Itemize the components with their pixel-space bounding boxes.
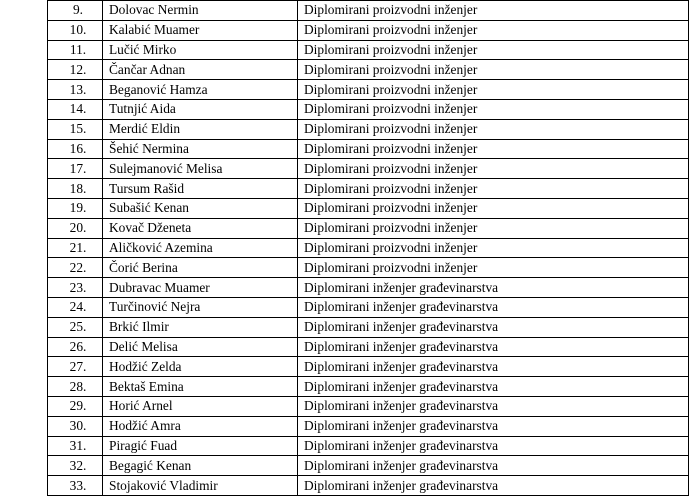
person-name: Bektaš Emina <box>103 377 298 397</box>
row-number: 32. <box>48 456 103 476</box>
person-name: Beganović Hamza <box>103 80 298 100</box>
person-name: Tursum Rašid <box>103 179 298 199</box>
row-number: 33. <box>48 476 103 496</box>
person-name: Aličković Azemina <box>103 238 298 258</box>
table-row <box>48 99 689 119</box>
table-row <box>48 436 689 456</box>
person-name: Sulejmanović Melisa <box>103 159 298 179</box>
person-name: Brkić Ilmir <box>103 317 298 337</box>
row-number: 16. <box>48 139 103 159</box>
table-row <box>48 396 689 416</box>
degree-title: Diplomirani inženjer građevinarstva <box>298 337 689 357</box>
degree-title: Diplomirani proizvodni inženjer <box>298 1 689 21</box>
table-row <box>48 297 689 317</box>
degree-title: Diplomirani proizvodni inženjer <box>298 258 689 278</box>
table-row <box>48 337 689 357</box>
row-number: 27. <box>48 357 103 377</box>
table-row <box>48 139 689 159</box>
table-row <box>48 40 689 60</box>
table-row <box>48 416 689 436</box>
degree-title: Diplomirani proizvodni inženjer <box>298 159 689 179</box>
person-name: Tutnjić Aida <box>103 99 298 119</box>
row-number: 31. <box>48 436 103 456</box>
degree-title: Diplomirani inženjer građevinarstva <box>298 416 689 436</box>
degree-title: Diplomirani proizvodni inženjer <box>298 99 689 119</box>
table-row <box>48 218 689 238</box>
degree-title: Diplomirani inženjer građevinarstva <box>298 317 689 337</box>
degree-title: Diplomirani proizvodni inženjer <box>298 60 689 80</box>
degree-title: Diplomirani proizvodni inženjer <box>298 179 689 199</box>
person-name: Delić Melisa <box>103 337 298 357</box>
person-name: Hodžić Zelda <box>103 357 298 377</box>
person-name: Piragić Fuad <box>103 436 298 456</box>
degree-title: Diplomirani proizvodni inženjer <box>298 139 689 159</box>
degree-title: Diplomirani inženjer građevinarstva <box>298 278 689 298</box>
table-row <box>48 198 689 218</box>
roster-table <box>47 0 689 496</box>
person-name: Kalabić Muamer <box>103 20 298 40</box>
table-row <box>48 119 689 139</box>
degree-title: Diplomirani inženjer građevinarstva <box>298 377 689 397</box>
row-number: 26. <box>48 337 103 357</box>
degree-title: Diplomirani inženjer građevinarstva <box>298 396 689 416</box>
table-row <box>48 179 689 199</box>
row-number: 11. <box>48 40 103 60</box>
degree-title: Diplomirani inženjer građevinarstva <box>298 476 689 496</box>
row-number: 22. <box>48 258 103 278</box>
table-row <box>48 159 689 179</box>
degree-title: Diplomirani proizvodni inženjer <box>298 198 689 218</box>
degree-title: Diplomirani inženjer građevinarstva <box>298 357 689 377</box>
table-row <box>48 278 689 298</box>
row-number: 25. <box>48 317 103 337</box>
degree-title: Diplomirani proizvodni inženjer <box>298 119 689 139</box>
table-row <box>48 80 689 100</box>
row-number: 24. <box>48 297 103 317</box>
person-name: Dubravac Muamer <box>103 278 298 298</box>
row-number: 18. <box>48 179 103 199</box>
person-name: Hodžić Amra <box>103 416 298 436</box>
table-row <box>48 60 689 80</box>
person-name: Kovač Dženeta <box>103 218 298 238</box>
row-number: 20. <box>48 218 103 238</box>
degree-title: Diplomirani inženjer građevinarstva <box>298 456 689 476</box>
row-number: 30. <box>48 416 103 436</box>
degree-title: Diplomirani proizvodni inženjer <box>298 80 689 100</box>
row-number: 10. <box>48 20 103 40</box>
table-row <box>48 476 689 496</box>
row-number: 12. <box>48 60 103 80</box>
person-name: Čorić Berina <box>103 258 298 278</box>
table-row <box>48 377 689 397</box>
row-number: 29. <box>48 396 103 416</box>
person-name: Šehić Nermina <box>103 139 298 159</box>
table-row <box>48 456 689 476</box>
person-name: Merdić Eldin <box>103 119 298 139</box>
degree-title: Diplomirani inženjer građevinarstva <box>298 436 689 456</box>
row-number: 14. <box>48 99 103 119</box>
row-number: 23. <box>48 278 103 298</box>
table-row <box>48 317 689 337</box>
table-row <box>48 20 689 40</box>
person-name: Stojaković Vladimir <box>103 476 298 496</box>
degree-title: Diplomirani proizvodni inženjer <box>298 238 689 258</box>
row-number: 21. <box>48 238 103 258</box>
degree-title: Diplomirani proizvodni inženjer <box>298 20 689 40</box>
row-number: 9. <box>48 1 103 21</box>
degree-title: Diplomirani inženjer građevinarstva <box>298 297 689 317</box>
row-number: 13. <box>48 80 103 100</box>
person-name: Turčinović Nejra <box>103 297 298 317</box>
person-name: Lučić Mirko <box>103 40 298 60</box>
degree-title: Diplomirani proizvodni inženjer <box>298 218 689 238</box>
row-number: 15. <box>48 119 103 139</box>
table-row <box>48 357 689 377</box>
person-name: Subašić Kenan <box>103 198 298 218</box>
table-row <box>48 258 689 278</box>
table-row <box>48 1 689 21</box>
row-number: 28. <box>48 377 103 397</box>
degree-title: Diplomirani proizvodni inženjer <box>298 40 689 60</box>
person-name: Čančar Adnan <box>103 60 298 80</box>
row-number: 17. <box>48 159 103 179</box>
table-row <box>48 238 689 258</box>
person-name: Horić Arnel <box>103 396 298 416</box>
row-number: 19. <box>48 198 103 218</box>
person-name: Begagić Kenan <box>103 456 298 476</box>
roster-table-body <box>48 1 689 496</box>
person-name: Dolovac Nermin <box>103 1 298 21</box>
